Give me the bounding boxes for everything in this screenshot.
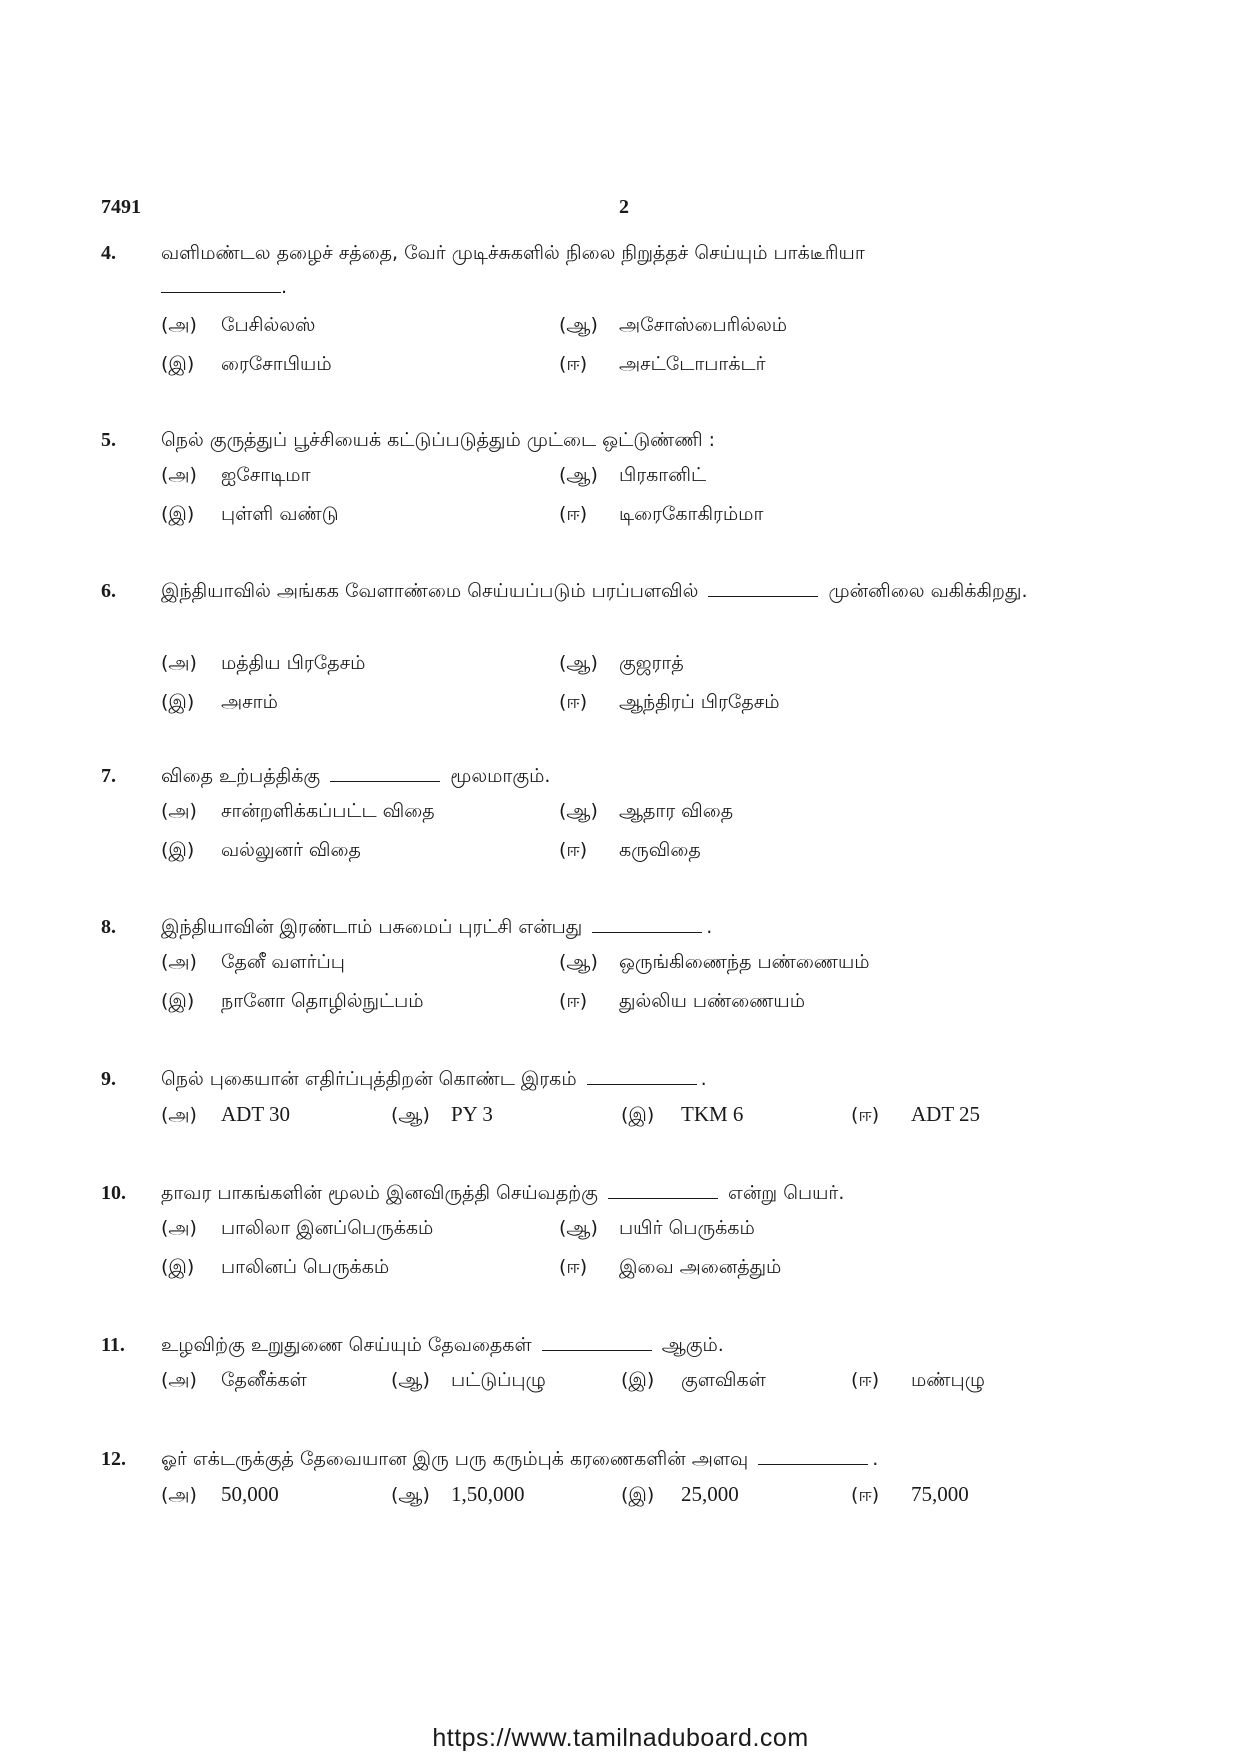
- option-c: (இ) நானோ தொழில்நுட்பம்: [161, 990, 424, 1012]
- question-text: நெல் புகையான் எதிர்ப்புத்திறன் கொண்ட இரகம் .: [161, 1068, 707, 1090]
- question-text: இந்தியாவில் அங்கக வேளாண்மை செய்யப்படும் பரப்பளவில் முன்னிலை வகிக்கிறது.: [161, 580, 1028, 602]
- question-text: ஓர் எக்டருக்குத் தேவையான இரு பரு கரும்புக் கரணைகளின் அளவு .: [161, 1448, 879, 1470]
- option-b: (ஆ) அசோஸ்பைரில்லம்: [559, 314, 788, 336]
- option-d: (ஈ) டிரைகோகிரம்மா: [559, 503, 764, 525]
- option-b: (ஆ) ஒருங்கிணைந்த பண்ணையம்: [559, 951, 870, 973]
- option-c: (இ) அசாம்: [161, 691, 278, 713]
- option-b: (ஆ) PY 3: [391, 1102, 493, 1126]
- answer-blank: [708, 595, 818, 597]
- option-a: (அ) பாலிலா இனப்பெருக்கம்: [161, 1217, 434, 1239]
- option-a: (அ) ஐசோடிமா: [161, 464, 311, 486]
- question-number: 11.: [101, 1334, 125, 1356]
- option-d: (ஈ) கருவிதை: [559, 839, 701, 861]
- option-b: (ஆ) பயிர் பெருக்கம்: [559, 1217, 755, 1239]
- option-c: (இ) குளவிகள்: [621, 1369, 766, 1391]
- question-text: உழவிற்கு உறுதுணை செய்யும் தேவதைகள் ஆகும்.: [161, 1334, 724, 1356]
- answer-blank: [330, 780, 440, 782]
- option-b: (ஆ) ஆதார விதை: [559, 800, 734, 822]
- option-b: (ஆ) குஜராத்: [559, 652, 684, 674]
- answer-blank: [161, 291, 281, 293]
- question-text: தாவர பாகங்களின் மூலம் இனவிருத்தி செய்வதற்கு என்று பெயர்.: [161, 1182, 845, 1204]
- answer-blank: [587, 1083, 697, 1085]
- option-a: (அ) மத்திய பிரதேசம்: [161, 652, 366, 674]
- question-text: இந்தியாவின் இரண்டாம் பசுமைப் புரட்சி என்பது .: [161, 916, 713, 938]
- page-header: [101, 196, 1141, 226]
- question-text: நெல் குருத்துப் பூச்சியைக் கட்டுப்படுத்தும் முட்டை ஒட்டுண்ணி :: [161, 429, 716, 451]
- option-a: (அ) சான்றளிக்கப்பட்ட விதை: [161, 800, 435, 822]
- answer-blank: [542, 1349, 652, 1351]
- option-d: (ஈ) மண்புழு: [851, 1369, 985, 1391]
- option-d: (ஈ) அசட்டோபாக்டர்: [559, 353, 766, 375]
- option-a: (அ) தேனீக்கள்: [161, 1369, 307, 1391]
- option-d: (ஈ) இவை அனைத்தும்: [559, 1256, 782, 1278]
- footer-url: https://www.tamilnaduboard.com: [432, 1724, 809, 1752]
- option-a: (அ) 50,000: [161, 1482, 279, 1506]
- paper-code: 7491: [101, 196, 141, 218]
- option-c: (இ) ரைசோபியம்: [161, 353, 332, 375]
- question-number: 8.: [101, 916, 116, 938]
- question-number: 10.: [101, 1182, 126, 1204]
- option-b: (ஆ) பிரகானிட்: [559, 464, 707, 486]
- option-b: (ஆ) பட்டுப்புழு: [391, 1369, 546, 1391]
- option-d: (ஈ) ஆந்திரப் பிரதேசம்: [559, 691, 780, 713]
- option-d: (ஈ) 75,000: [851, 1482, 969, 1506]
- option-d: (ஈ) துல்லிய பண்ணையம்: [559, 990, 805, 1012]
- option-d: (ஈ) ADT 25: [851, 1102, 981, 1126]
- option-a: (அ) ADT 30: [161, 1102, 291, 1126]
- option-a: (அ) தேனீ வளர்ப்பு: [161, 951, 345, 973]
- question-number: 7.: [101, 765, 116, 787]
- answer-blank: [592, 931, 702, 933]
- question-text: வளிமண்டல தழைச் சத்தை, வேர் முடிச்சுகளில் நிலை நிறுத்தச் செய்யும் பாக்டீரியா .: [161, 242, 865, 298]
- option-c: (இ) TKM 6: [621, 1102, 744, 1126]
- answer-blank: [758, 1463, 868, 1465]
- page-number: 2: [619, 196, 629, 218]
- option-c: (இ) 25,000: [621, 1482, 739, 1506]
- option-c: (இ) புள்ளி வண்டு: [161, 503, 339, 525]
- question-number: 12.: [101, 1448, 126, 1470]
- question-number: 9.: [101, 1068, 116, 1090]
- question-number: 5.: [101, 429, 116, 451]
- option-a: (அ) பேசில்லஸ்: [161, 314, 316, 336]
- option-c: (இ) வல்லுனர் விதை: [161, 839, 361, 861]
- question-number: 6.: [101, 580, 116, 602]
- option-b: (ஆ) 1,50,000: [391, 1482, 525, 1506]
- question-number: 4.: [101, 242, 116, 264]
- question-text: விதை உற்பத்திக்கு மூலமாகும்.: [161, 765, 551, 787]
- option-c: (இ) பாலினப் பெருக்கம்: [161, 1256, 390, 1278]
- answer-blank: [608, 1197, 718, 1199]
